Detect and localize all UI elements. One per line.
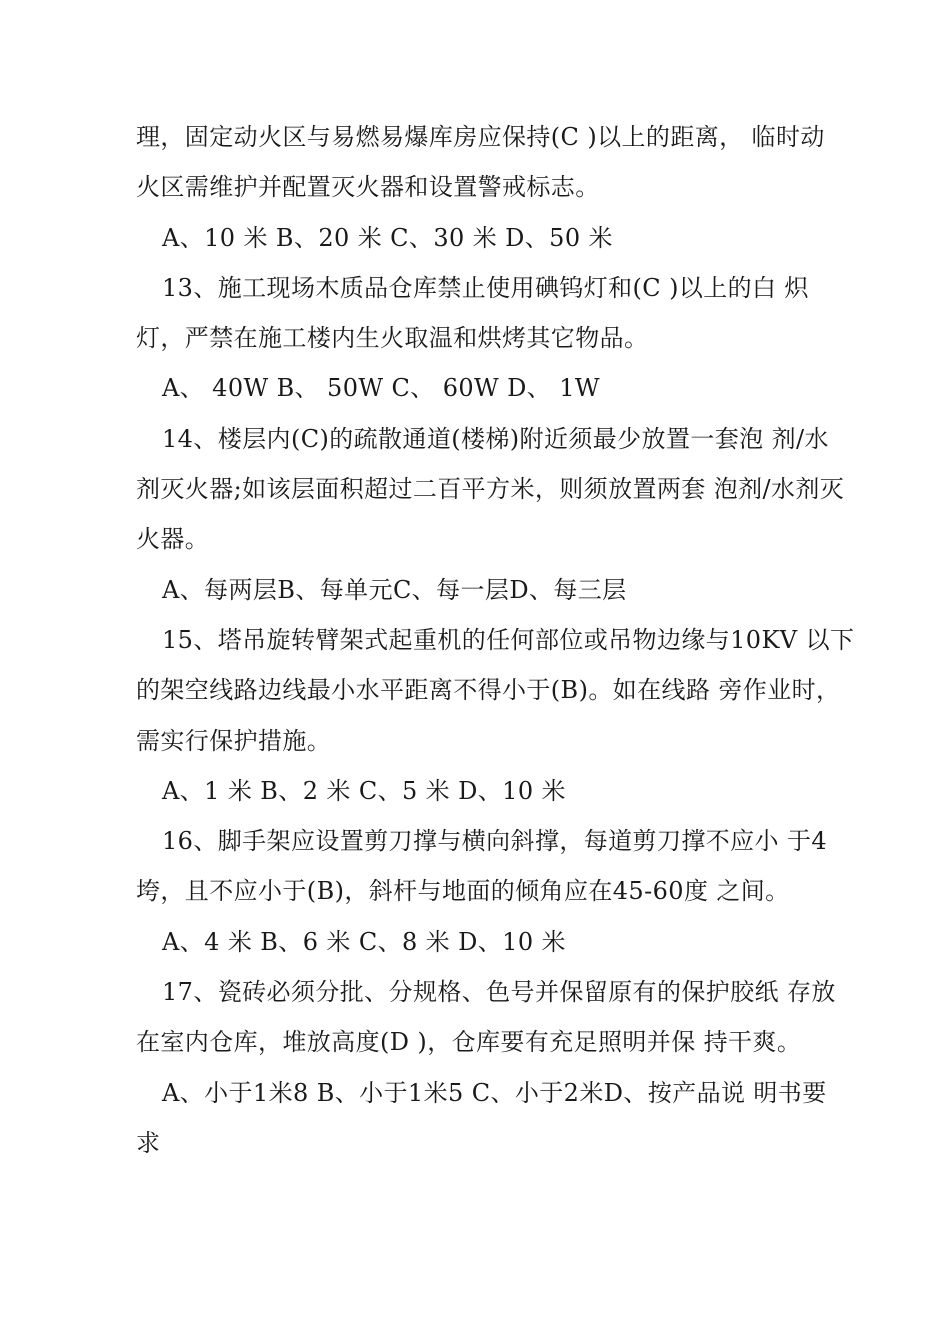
document-body [136,112,855,1168]
question-14-line-3: 火器。 [136,525,210,554]
question-15-line-2: 的架空线路边线最小水平距离不得小于(B)。如在线路 旁作业时， [136,676,841,705]
question-16-line-2: 垮，且不应小于(B)，斜杆与地面的倾角应在45-60度 之间。 [136,877,790,906]
answer-options-16: A、4 米 B、6 米 C、8 米 D、10 米 [162,927,566,956]
question-16-line-1: 16、脚手架应设置剪刀撑与横向斜撑，每道剪刀撑不应小 于4 [162,827,828,856]
question-13-line-1: 13、施工现场木质品仓库禁止使用碘钨灯和(C )以上的白 炽 [162,273,809,302]
text-line-2: 火区需维护并配置灭火器和设置警戒标志。 [136,173,600,202]
answer-options-12: A、10 米 B、20 米 C、30 米 D、50 米 [162,223,613,252]
text-line-1: 理，固定动火区与易燃易爆库房应保持(C )以上的距离， 临时动 [136,123,825,151]
answer-options-14: A、每两层B、每单元C、每一层D、每三层 [162,575,627,604]
question-15-line-3: 需实行保护措施。 [136,726,332,755]
answer-options-17-line-1: A、小于1米8 B、小于1米5 C、小于2米D、按产品说 明书要 [162,1078,827,1107]
question-17-line-1: 17、瓷砖必须分批、分规格、色号并保留原有的保护胶纸 存放 [162,978,836,1007]
answer-options-17-line-2: 求 [136,1128,161,1157]
question-14-line-2: 剂灭火器;如该层面积超过二百平方米，则须放置两套 泡剂/水剂灭 [136,475,845,504]
answer-options-15: A、1 米 B、2 米 C、5 米 D、10 米 [162,776,566,805]
question-15-line-1: 15、塔吊旋转臂架式起重机的任何部位或吊物边缘与10KV 以下 [162,625,855,654]
answer-options-13: A、 40W B、 50W C、 60W D、 1W [162,374,600,403]
question-17-line-2: 在室内仓库，堆放高度(D )，仓库要有充足照明并保 持干爽。 [136,1028,802,1057]
question-14-line-1: 14、楼层内(C)的疏散通道(楼梯)附近须最少放置一套泡 剂/水 [162,424,829,453]
question-13-line-2: 灯，严禁在施工楼内生火取温和烘烤其它物品。 [136,324,649,353]
